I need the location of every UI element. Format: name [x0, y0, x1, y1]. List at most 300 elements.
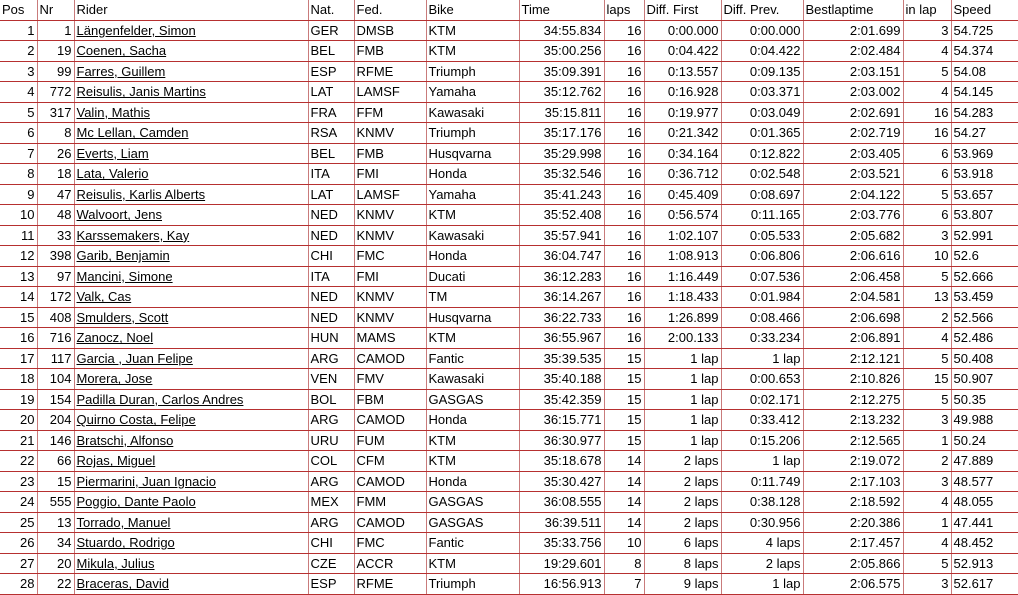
cell-nr: 20	[37, 553, 74, 574]
cell-bestlaptime: 2:06.698	[803, 307, 903, 328]
rider-link[interactable]: Längenfelder, Simon	[76, 22, 196, 38]
cell-diff-first: 2 laps	[644, 471, 721, 492]
table-row	[0, 389, 1018, 410]
cell-nat: URU	[308, 430, 354, 451]
rider-link[interactable]: Valk, Cas	[76, 289, 132, 305]
cell-diff-prev: 0:07.536	[721, 266, 803, 287]
rider-link[interactable]: Rojas, Miguel	[76, 453, 156, 469]
cell-nr: 26	[37, 143, 74, 164]
cell-time: 35:57.941	[519, 225, 604, 246]
header-row	[0, 0, 1018, 20]
rider-link[interactable]: Mc Lellan, Camden	[76, 125, 189, 141]
cell-pos: 5	[0, 102, 37, 123]
table-row	[0, 143, 1018, 164]
rider-link[interactable]: Everts, Liam	[76, 145, 149, 161]
cell-fed: FMC	[354, 246, 426, 267]
cell-fed: FMC	[354, 533, 426, 554]
cell-laps: 16	[604, 246, 644, 267]
rider-link[interactable]: Torrado, Manuel	[76, 514, 171, 530]
cell-bike: KTM	[426, 205, 519, 226]
cell-rider	[74, 164, 308, 185]
cell-laps: 15	[604, 410, 644, 431]
cell-bike: TM	[426, 287, 519, 308]
cell-in-lap: 5	[903, 61, 951, 82]
cell-nat: LAT	[308, 184, 354, 205]
cell-in-lap: 16	[903, 123, 951, 144]
cell-time: 34:55.834	[519, 20, 604, 41]
cell-nr: 398	[37, 246, 74, 267]
cell-fed: DMSB	[354, 20, 426, 41]
cell-laps: 16	[604, 164, 644, 185]
cell-laps: 16	[604, 266, 644, 287]
cell-time: 36:55.967	[519, 328, 604, 349]
cell-rider	[74, 389, 308, 410]
cell-diff-prev: 0:01.984	[721, 287, 803, 308]
cell-nr: 204	[37, 410, 74, 431]
cell-bike: Triumph	[426, 574, 519, 595]
cell-fed: FUM	[354, 430, 426, 451]
cell-speed: 48.055	[951, 492, 1018, 513]
cell-diff-prev: 1 lap	[721, 348, 803, 369]
cell-time: 36:08.555	[519, 492, 604, 513]
cell-bestlaptime: 2:03.521	[803, 164, 903, 185]
cell-diff-first: 0:21.342	[644, 123, 721, 144]
cell-time: 35:18.678	[519, 451, 604, 472]
table-row	[0, 20, 1018, 41]
cell-pos: 11	[0, 225, 37, 246]
cell-bike: Yamaha	[426, 184, 519, 205]
cell-in-lap: 4	[903, 533, 951, 554]
rider-link[interactable]: Morera, Jose	[76, 371, 153, 387]
table-row	[0, 369, 1018, 390]
cell-laps: 7	[604, 574, 644, 595]
cell-time: 35:33.756	[519, 533, 604, 554]
cell-bestlaptime: 2:18.592	[803, 492, 903, 513]
cell-fed: KNMV	[354, 205, 426, 226]
rider-link[interactable]: Reisulis, Janis Martins	[76, 84, 206, 100]
table-row	[0, 61, 1018, 82]
cell-laps: 10	[604, 533, 644, 554]
cell-diff-first: 1 lap	[644, 389, 721, 410]
cell-speed: 53.969	[951, 143, 1018, 164]
cell-time: 36:14.267	[519, 287, 604, 308]
cell-speed: 54.27	[951, 123, 1018, 144]
cell-in-lap: 4	[903, 328, 951, 349]
rider-link[interactable]: Reisulis, Karlis Alberts	[76, 186, 206, 202]
table-row	[0, 287, 1018, 308]
cell-diff-first: 0:34.164	[644, 143, 721, 164]
cell-time: 35:30.427	[519, 471, 604, 492]
rider-link[interactable]: Farres, Guillem	[76, 63, 166, 79]
cell-speed: 47.889	[951, 451, 1018, 472]
rider-link[interactable]: Walvoort, Jens	[76, 207, 162, 223]
header-fed: Fed.	[354, 0, 426, 20]
cell-diff-first: 2:00.133	[644, 328, 721, 349]
cell-bestlaptime: 2:04.122	[803, 184, 903, 205]
cell-rider	[74, 471, 308, 492]
rider-link[interactable]: Bratschi, Alfonso	[76, 432, 174, 448]
cell-nr: 15	[37, 471, 74, 492]
cell-speed: 54.145	[951, 82, 1018, 103]
cell-time: 35:39.535	[519, 348, 604, 369]
cell-rider	[74, 20, 308, 41]
cell-speed: 52.617	[951, 574, 1018, 595]
cell-bike: Husqvarna	[426, 143, 519, 164]
cell-fed: CFM	[354, 451, 426, 472]
table-row	[0, 164, 1018, 185]
cell-diff-first: 2 laps	[644, 451, 721, 472]
rider-link[interactable]: Poggio, Dante Paolo	[76, 494, 196, 510]
cell-pos: 13	[0, 266, 37, 287]
cell-diff-prev: 0:30.956	[721, 512, 803, 533]
cell-fed: KNMV	[354, 225, 426, 246]
cell-diff-first: 0:16.928	[644, 82, 721, 103]
cell-diff-prev: 0:38.128	[721, 492, 803, 513]
cell-bike: Honda	[426, 246, 519, 267]
table-row	[0, 492, 1018, 513]
cell-bestlaptime: 2:13.232	[803, 410, 903, 431]
cell-diff-first: 0:00.000	[644, 20, 721, 41]
cell-rider	[74, 533, 308, 554]
cell-nat: ITA	[308, 266, 354, 287]
cell-laps: 16	[604, 184, 644, 205]
cell-laps: 16	[604, 328, 644, 349]
cell-bike: KTM	[426, 20, 519, 41]
cell-time: 35:29.998	[519, 143, 604, 164]
header-nat: Nat.	[308, 0, 354, 20]
table-row	[0, 533, 1018, 554]
cell-time: 16:56.913	[519, 574, 604, 595]
cell-diff-prev: 0:08.466	[721, 307, 803, 328]
cell-bestlaptime: 2:05.866	[803, 553, 903, 574]
cell-diff-prev: 0:09.135	[721, 61, 803, 82]
cell-time: 35:40.188	[519, 369, 604, 390]
cell-bestlaptime: 2:03.776	[803, 205, 903, 226]
cell-diff-prev: 2 laps	[721, 553, 803, 574]
table-row	[0, 471, 1018, 492]
cell-diff-prev: 4 laps	[721, 533, 803, 554]
cell-diff-prev: 0:02.548	[721, 164, 803, 185]
cell-in-lap: 6	[903, 164, 951, 185]
cell-in-lap: 10	[903, 246, 951, 267]
rider-link[interactable]: Mancini, Simone	[76, 268, 173, 284]
cell-fed: FMI	[354, 266, 426, 287]
cell-in-lap: 3	[903, 410, 951, 431]
table-row	[0, 410, 1018, 431]
cell-nr: 1	[37, 20, 74, 41]
cell-speed: 48.577	[951, 471, 1018, 492]
cell-pos: 20	[0, 410, 37, 431]
cell-nat: BEL	[308, 41, 354, 62]
cell-rider	[74, 287, 308, 308]
cell-fed: FMB	[354, 143, 426, 164]
cell-in-lap: 5	[903, 553, 951, 574]
cell-speed: 54.725	[951, 20, 1018, 41]
cell-rider	[74, 492, 308, 513]
cell-diff-prev: 0:33.234	[721, 328, 803, 349]
cell-speed: 53.918	[951, 164, 1018, 185]
cell-laps: 15	[604, 369, 644, 390]
cell-laps: 16	[604, 61, 644, 82]
cell-pos: 6	[0, 123, 37, 144]
cell-bike: Husqvarna	[426, 307, 519, 328]
cell-nat: ARG	[308, 512, 354, 533]
rider-link[interactable]: Piermarini, Juan Ignacio	[76, 473, 216, 489]
cell-bestlaptime: 2:02.719	[803, 123, 903, 144]
cell-laps: 16	[604, 225, 644, 246]
rider-link[interactable]: Padilla Duran, Carlos Andres	[76, 391, 244, 407]
cell-bike: Kawasaki	[426, 369, 519, 390]
cell-time: 35:52.408	[519, 205, 604, 226]
cell-bestlaptime: 2:17.103	[803, 471, 903, 492]
cell-bike: Yamaha	[426, 82, 519, 103]
cell-rider	[74, 61, 308, 82]
rider-link[interactable]: Zanocz, Noel	[76, 330, 154, 346]
cell-bike: Honda	[426, 164, 519, 185]
cell-bike: Kawasaki	[426, 225, 519, 246]
cell-nr: 555	[37, 492, 74, 513]
cell-nat: FRA	[308, 102, 354, 123]
cell-bike: Triumph	[426, 61, 519, 82]
cell-in-lap: 6	[903, 143, 951, 164]
cell-diff-prev: 0:02.171	[721, 389, 803, 410]
table-row	[0, 205, 1018, 226]
cell-pos: 14	[0, 287, 37, 308]
cell-in-lap: 2	[903, 451, 951, 472]
cell-in-lap: 4	[903, 82, 951, 103]
cell-time: 36:04.747	[519, 246, 604, 267]
rider-link[interactable]: Mikula, Julius	[76, 555, 155, 571]
cell-bestlaptime: 2:05.682	[803, 225, 903, 246]
cell-rider	[74, 348, 308, 369]
cell-bestlaptime: 2:17.457	[803, 533, 903, 554]
cell-fed: FFM	[354, 102, 426, 123]
cell-in-lap: 4	[903, 41, 951, 62]
cell-diff-first: 6 laps	[644, 533, 721, 554]
cell-pos: 25	[0, 512, 37, 533]
cell-diff-prev: 0:00.000	[721, 20, 803, 41]
cell-bike: KTM	[426, 451, 519, 472]
cell-diff-first: 0:45.409	[644, 184, 721, 205]
cell-rider	[74, 82, 308, 103]
cell-pos: 28	[0, 574, 37, 595]
cell-laps: 15	[604, 389, 644, 410]
cell-bestlaptime: 2:20.386	[803, 512, 903, 533]
header-laps: laps	[604, 0, 644, 20]
table-row	[0, 307, 1018, 328]
cell-speed: 54.08	[951, 61, 1018, 82]
cell-speed: 53.459	[951, 287, 1018, 308]
header-rider: Rider	[74, 0, 308, 20]
cell-bike: Triumph	[426, 123, 519, 144]
cell-laps: 16	[604, 307, 644, 328]
cell-nat: GER	[308, 20, 354, 41]
cell-rider	[74, 266, 308, 287]
rider-link[interactable]: Stuardo, Rodrigo	[76, 535, 175, 551]
cell-nr: 408	[37, 307, 74, 328]
cell-in-lap: 6	[903, 205, 951, 226]
table-row	[0, 41, 1018, 62]
cell-diff-prev: 0:03.049	[721, 102, 803, 123]
cell-fed: CAMOD	[354, 512, 426, 533]
cell-diff-prev: 0:12.822	[721, 143, 803, 164]
cell-pos: 2	[0, 41, 37, 62]
cell-nr: 33	[37, 225, 74, 246]
cell-bestlaptime: 2:03.151	[803, 61, 903, 82]
table-row	[0, 451, 1018, 472]
table-row	[0, 266, 1018, 287]
cell-nat: ITA	[308, 164, 354, 185]
cell-bike: Honda	[426, 471, 519, 492]
cell-nat: BOL	[308, 389, 354, 410]
cell-nr: 34	[37, 533, 74, 554]
cell-time: 36:12.283	[519, 266, 604, 287]
header-diff-prev: Diff. Prev.	[721, 0, 803, 20]
cell-diff-first: 1 lap	[644, 348, 721, 369]
cell-time: 36:30.977	[519, 430, 604, 451]
cell-in-lap: 15	[903, 369, 951, 390]
cell-pos: 3	[0, 61, 37, 82]
cell-nr: 172	[37, 287, 74, 308]
cell-fed: LAMSF	[354, 184, 426, 205]
cell-fed: FMV	[354, 369, 426, 390]
cell-bestlaptime: 2:06.458	[803, 266, 903, 287]
cell-fed: FMI	[354, 164, 426, 185]
cell-rider	[74, 574, 308, 595]
rider-link[interactable]: Braceras, David	[76, 576, 169, 592]
cell-nr: 18	[37, 164, 74, 185]
rider-link[interactable]: Garcia , Juan Felipe	[76, 350, 193, 366]
cell-rider	[74, 410, 308, 431]
cell-speed: 50.35	[951, 389, 1018, 410]
cell-speed: 52.913	[951, 553, 1018, 574]
rider-link[interactable]: Lata, Valerio	[76, 166, 149, 182]
cell-bestlaptime: 2:03.002	[803, 82, 903, 103]
table-row	[0, 574, 1018, 595]
cell-nat: HUN	[308, 328, 354, 349]
cell-speed: 50.907	[951, 369, 1018, 390]
cell-bike: Ducati	[426, 266, 519, 287]
cell-nat: NED	[308, 287, 354, 308]
cell-pos: 17	[0, 348, 37, 369]
cell-in-lap: 3	[903, 471, 951, 492]
cell-rider	[74, 246, 308, 267]
cell-diff-first: 1 lap	[644, 410, 721, 431]
rider-link[interactable]: Valin, Mathis	[76, 104, 150, 120]
cell-laps: 16	[604, 20, 644, 41]
cell-nr: 117	[37, 348, 74, 369]
cell-bike: Fantic	[426, 348, 519, 369]
cell-bestlaptime: 2:12.121	[803, 348, 903, 369]
cell-rider	[74, 430, 308, 451]
cell-pos: 16	[0, 328, 37, 349]
table-row	[0, 123, 1018, 144]
cell-diff-first: 1 lap	[644, 369, 721, 390]
cell-nat: ESP	[308, 574, 354, 595]
cell-nat: BEL	[308, 143, 354, 164]
cell-in-lap: 16	[903, 102, 951, 123]
cell-bestlaptime: 2:06.616	[803, 246, 903, 267]
cell-nat: NED	[308, 225, 354, 246]
cell-bike: Kawasaki	[426, 102, 519, 123]
table-row	[0, 82, 1018, 103]
cell-speed: 52.666	[951, 266, 1018, 287]
cell-nr: 47	[37, 184, 74, 205]
cell-bike: KTM	[426, 430, 519, 451]
cell-in-lap: 13	[903, 287, 951, 308]
rider-link[interactable]: Smulders, Scott	[76, 309, 169, 325]
cell-nr: 99	[37, 61, 74, 82]
cell-time: 35:32.546	[519, 164, 604, 185]
cell-diff-prev: 1 lap	[721, 574, 803, 595]
cell-nat: LAT	[308, 82, 354, 103]
cell-diff-first: 1:26.899	[644, 307, 721, 328]
rider-link[interactable]: Coenen, Sacha	[76, 43, 167, 59]
cell-nr: 716	[37, 328, 74, 349]
cell-laps: 16	[604, 143, 644, 164]
rider-link[interactable]: Garib, Benjamin	[76, 248, 170, 264]
rider-link[interactable]: Karssemakers, Kay	[76, 227, 190, 243]
cell-in-lap: 5	[903, 389, 951, 410]
cell-nr: 48	[37, 205, 74, 226]
cell-diff-prev: 0:03.371	[721, 82, 803, 103]
cell-nat: CZE	[308, 553, 354, 574]
cell-diff-prev: 0:11.749	[721, 471, 803, 492]
cell-nat: CHI	[308, 533, 354, 554]
cell-bestlaptime: 2:02.691	[803, 102, 903, 123]
cell-nat: ARG	[308, 348, 354, 369]
cell-speed: 53.807	[951, 205, 1018, 226]
cell-diff-prev: 1 lap	[721, 451, 803, 472]
cell-bike: KTM	[426, 328, 519, 349]
cell-time: 35:12.762	[519, 82, 604, 103]
cell-rider	[74, 184, 308, 205]
cell-pos: 24	[0, 492, 37, 513]
cell-time: 35:17.176	[519, 123, 604, 144]
cell-laps: 8	[604, 553, 644, 574]
cell-nr: 22	[37, 574, 74, 595]
cell-pos: 10	[0, 205, 37, 226]
cell-in-lap: 5	[903, 266, 951, 287]
cell-pos: 9	[0, 184, 37, 205]
cell-diff-first: 1 lap	[644, 430, 721, 451]
cell-in-lap: 1	[903, 512, 951, 533]
cell-nat: ARG	[308, 471, 354, 492]
cell-laps: 16	[604, 123, 644, 144]
cell-rider	[74, 451, 308, 472]
cell-nr: 104	[37, 369, 74, 390]
cell-rider	[74, 307, 308, 328]
cell-laps: 16	[604, 287, 644, 308]
cell-rider	[74, 205, 308, 226]
cell-bike: GASGAS	[426, 389, 519, 410]
cell-diff-prev: 0:15.206	[721, 430, 803, 451]
cell-speed: 48.452	[951, 533, 1018, 554]
cell-speed: 49.988	[951, 410, 1018, 431]
cell-pos: 12	[0, 246, 37, 267]
cell-time: 35:09.391	[519, 61, 604, 82]
cell-diff-first: 0:56.574	[644, 205, 721, 226]
cell-rider	[74, 123, 308, 144]
cell-pos: 19	[0, 389, 37, 410]
cell-laps: 14	[604, 451, 644, 472]
rider-link[interactable]: Quirno Costa, Felipe	[76, 412, 196, 428]
cell-laps: 15	[604, 348, 644, 369]
table-row	[0, 246, 1018, 267]
cell-nr: 97	[37, 266, 74, 287]
cell-rider	[74, 553, 308, 574]
cell-in-lap: 3	[903, 20, 951, 41]
